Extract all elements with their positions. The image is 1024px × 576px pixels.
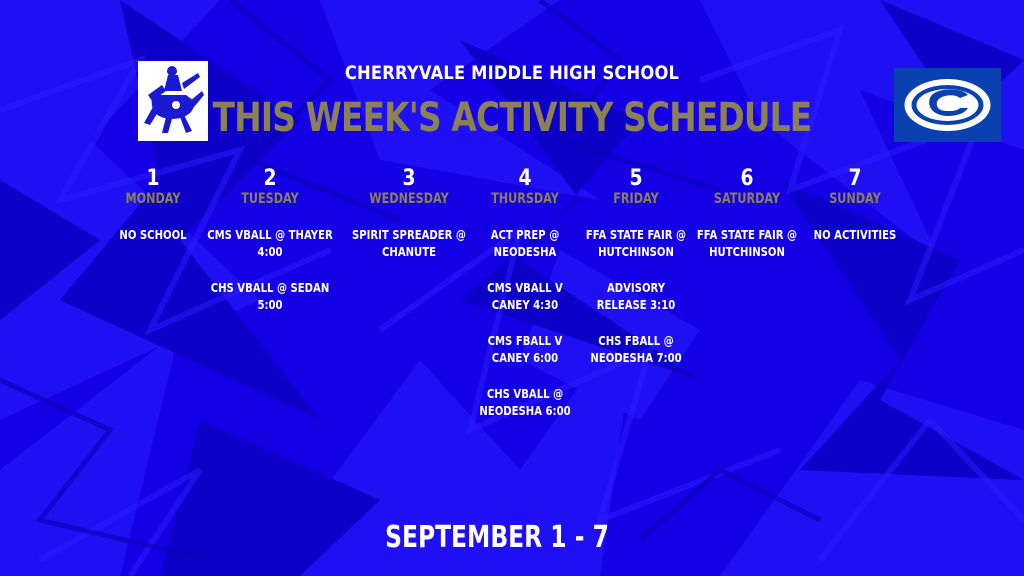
- day-number: 3: [402, 166, 416, 191]
- day-number: 2: [263, 166, 277, 191]
- date-range: SEPTEMBER 1 - 7: [385, 520, 609, 555]
- schedule-title: THIS WEEK'S ACTIVITY SCHEDULE: [212, 95, 812, 141]
- event-item: CMS VBALL V CANEY 4:30: [487, 281, 563, 312]
- event-item: CMS FBALL V CANEY 6:00: [487, 334, 563, 365]
- day-name: SATURDAY: [713, 191, 781, 207]
- day-number: 4: [518, 166, 532, 191]
- day-number: 1: [146, 166, 160, 191]
- day-name: MONDAY: [125, 191, 181, 207]
- event-item: NO SCHOOL: [119, 228, 187, 242]
- day-number: 5: [629, 166, 643, 191]
- event-item: FFA STATE FAIR @ HUTCHINSON: [585, 228, 687, 259]
- day-name: SUNDAY: [829, 191, 881, 207]
- event-item: FFA STATE FAIR @ HUTCHINSON: [696, 228, 798, 259]
- day-column-sunday: [780, 168, 930, 263]
- day-name: WEDNESDAY: [369, 191, 449, 207]
- event-item: ADVISORY RELEASE 3:10: [596, 281, 676, 312]
- event-item: CMS VBALL @ THAYER 4:00: [207, 228, 333, 259]
- event-item: CHS VBALL @ SEDAN 5:00: [210, 281, 330, 312]
- day-column-tuesday: [195, 168, 345, 333]
- day-name: FRIDAY: [613, 191, 659, 207]
- event-item: CHS VBALL @ NEODESHA 6:00: [479, 387, 571, 418]
- event-item: SPIRIT SPREADER @ CHANUTE: [351, 228, 467, 259]
- event-item: CHS FBALL @ NEODESHA 7:00: [590, 334, 682, 365]
- school-name: CHERRYVALE MIDDLE HIGH SCHOOL: [344, 62, 680, 84]
- day-number: 7: [848, 166, 862, 191]
- day-number: 6: [740, 166, 754, 191]
- event-item: ACT PREP @ NEODESHA: [490, 228, 560, 259]
- day-name: THURSDAY: [491, 191, 559, 207]
- day-name: TUESDAY: [241, 191, 299, 207]
- event-item: NO ACTIVITIES: [813, 228, 897, 242]
